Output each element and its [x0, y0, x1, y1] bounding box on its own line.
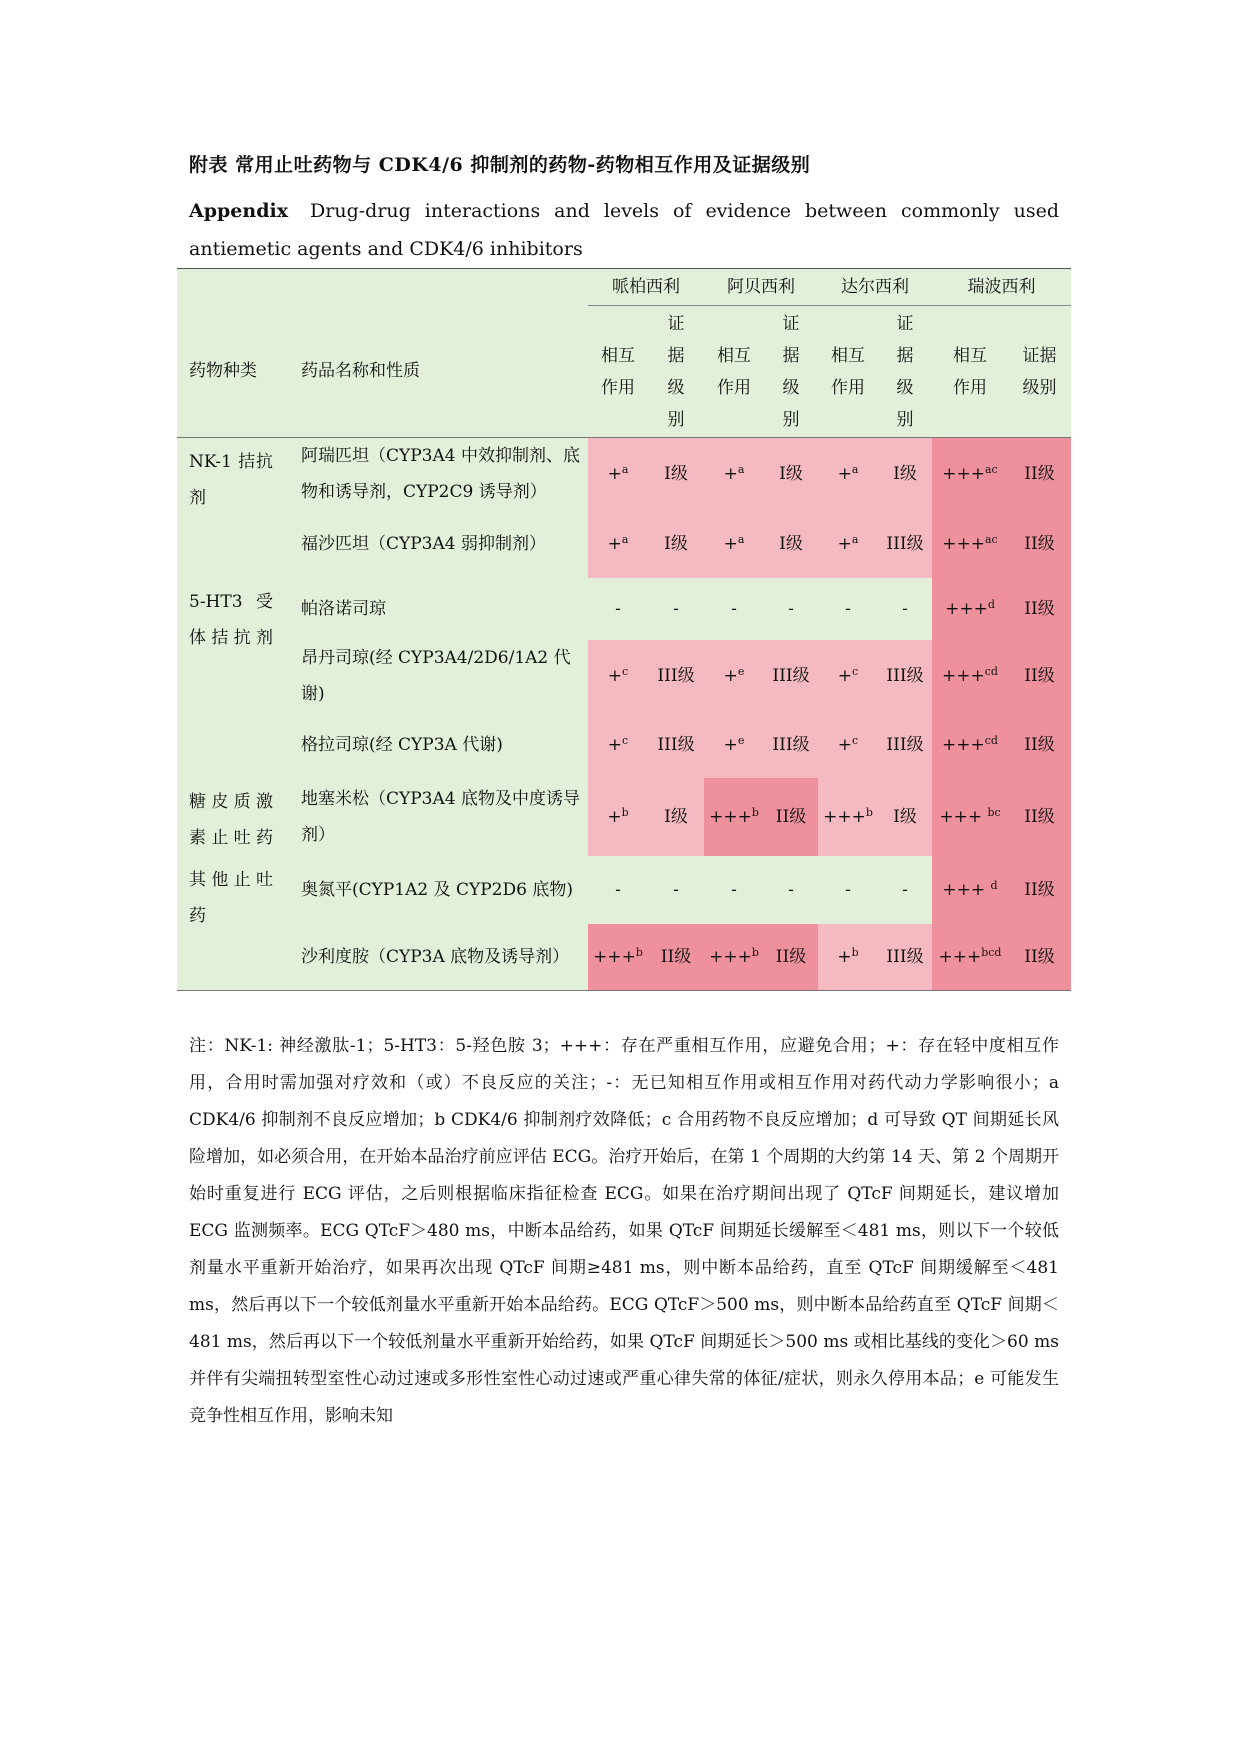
evidence-cell: -: [764, 578, 818, 640]
interaction-symbol: +: [607, 666, 623, 686]
drug-class-cell: 5-HT3 受体拮抗剂: [177, 578, 289, 778]
interaction-symbol: +: [607, 735, 623, 755]
interaction-cell: [932, 640, 1008, 712]
evidence-cell: III级: [764, 712, 818, 778]
evidence-cell: -: [648, 856, 704, 924]
drug-name-cell: 格拉司琼(经 CYP3A 代谢): [289, 712, 588, 778]
interaction-footnote-mark: bcd: [981, 945, 1002, 959]
interaction-footnote-mark: a: [737, 533, 745, 546]
subtitle-text: Drug-drug interactions and levels of evidence between commonly used antiemetic agents and CDK4/6 inhibitors: [189, 200, 1059, 260]
interaction-cell: [588, 712, 648, 778]
interaction-footnote-mark: c: [852, 665, 859, 678]
evidence-cell: I级: [648, 438, 704, 511]
drug-name-cell: 奥氮平(CYP1A2 及 CYP2D6 底物): [289, 856, 588, 924]
interaction-footnote-mark: e: [737, 665, 745, 678]
interaction-symbol: +: [837, 666, 853, 686]
interaction-table: [177, 268, 1071, 991]
interaction-symbol: +: [607, 464, 622, 484]
drug-class-cell: NK-1 拮抗剂: [177, 438, 289, 579]
interaction-symbol: +++: [709, 946, 752, 967]
evidence-cell: I级: [648, 510, 704, 578]
interaction-cell: [588, 510, 648, 578]
interaction-cell: [704, 578, 764, 640]
interaction-cell: [818, 510, 878, 578]
evidence-cell: III级: [878, 510, 932, 578]
interaction-footnote-mark: bc: [987, 806, 1001, 819]
interaction-cell: [818, 712, 878, 778]
interaction-symbol: -: [731, 599, 737, 619]
drug-class-cell: 糖皮质激素止吐药: [177, 778, 289, 856]
interaction-cell: [704, 856, 764, 924]
subheader-interaction: 相互作用: [953, 345, 987, 398]
interaction-symbol: +++: [709, 807, 752, 827]
evidence-cell: III级: [878, 640, 932, 712]
subheader-interaction: 相互作用: [831, 345, 865, 398]
interaction-symbol: +: [837, 946, 852, 967]
interaction-footnote-mark: a: [621, 463, 629, 476]
evidence-cell: II级: [764, 778, 818, 856]
interaction-cell: [932, 924, 1008, 990]
interaction-symbol: +++: [593, 946, 636, 967]
evidence-cell: II级: [764, 924, 818, 990]
interaction-symbol: +++: [942, 464, 985, 484]
interaction-symbol: -: [615, 880, 621, 900]
evidence-cell: II级: [1008, 438, 1071, 511]
evidence-cell: -: [878, 856, 932, 924]
interaction-symbol: +: [607, 807, 622, 827]
evidence-cell: I级: [878, 778, 932, 856]
interaction-cell: [588, 778, 648, 856]
interaction-footnote-mark: b: [865, 806, 873, 819]
evidence-cell: -: [764, 856, 818, 924]
interaction-symbol: +: [723, 534, 738, 554]
interaction-cell: [818, 778, 878, 856]
evidence-cell: III级: [648, 712, 704, 778]
interaction-cell: [932, 578, 1008, 640]
interaction-cell: [932, 778, 1008, 856]
evidence-cell: II级: [1008, 578, 1071, 640]
evidence-cell: II级: [1008, 856, 1071, 924]
col-header-class: 药物种类: [177, 306, 289, 438]
interaction-footnote-mark: a: [737, 463, 745, 476]
interaction-footnote-mark: e: [737, 734, 745, 747]
interaction-cell: [704, 510, 764, 578]
interaction-cell: [588, 924, 648, 990]
interaction-cell: [588, 578, 648, 640]
interaction-footnote-mark: b: [621, 806, 629, 819]
interaction-footnote-mark: ac: [985, 463, 998, 476]
evidence-cell: II级: [648, 924, 704, 990]
drug-name-cell: 地塞米松（CYP3A4 底物及中度诱导剂）: [289, 778, 588, 856]
interaction-cell: [704, 778, 764, 856]
subtitle-lead: Appendix: [189, 200, 289, 222]
interaction-symbol: -: [615, 599, 621, 619]
interaction-footnote-mark: ac: [985, 533, 998, 546]
interaction-cell: [588, 640, 648, 712]
interaction-footnote-mark: d: [990, 879, 998, 892]
subheader-evidence: 证据级别: [896, 313, 914, 430]
evidence-cell: II级: [1008, 510, 1071, 578]
evidence-cell: III级: [764, 640, 818, 712]
interaction-symbol: +++: [942, 534, 985, 554]
interaction-cell: [818, 438, 878, 511]
evidence-cell: III级: [878, 712, 932, 778]
interaction-footnote-mark: a: [851, 463, 859, 476]
subheader-interaction: 相互作用: [717, 345, 751, 398]
subheader-evidence: 证据级别: [1022, 345, 1057, 398]
evidence-cell: III级: [648, 640, 704, 712]
interaction-symbol: +: [837, 735, 853, 755]
drug-name-cell: 福沙匹坦（CYP3A4 弱抑制剂）: [289, 510, 588, 578]
interaction-symbol: +++: [945, 599, 988, 619]
col-header-name: 药品名称和性质: [289, 306, 588, 438]
interaction-symbol: -: [731, 880, 737, 900]
interaction-cell: [818, 640, 878, 712]
interaction-footnote-mark: c: [622, 734, 629, 747]
evidence-cell: II级: [1008, 712, 1071, 778]
drug-header-abemaciclib: 阿贝西利: [704, 269, 818, 306]
interaction-footnote-mark: cd: [984, 665, 998, 678]
interaction-symbol: +: [723, 464, 738, 484]
interaction-symbol: -: [845, 599, 851, 619]
interaction-cell: [588, 856, 648, 924]
evidence-cell: -: [648, 578, 704, 640]
interaction-cell: [932, 856, 1008, 924]
drug-name-cell: 帕洛诺司琼: [289, 578, 588, 640]
interaction-footnote-mark: b: [851, 945, 859, 959]
drug-name-cell: 沙利度胺（CYP3A 底物及诱导剂）: [289, 924, 588, 990]
evidence-cell: -: [878, 578, 932, 640]
evidence-cell: III级: [878, 924, 932, 990]
interaction-symbol: +++: [939, 807, 988, 827]
interaction-footnote-mark: b: [751, 806, 759, 819]
interaction-footnote-mark: a: [621, 533, 629, 546]
evidence-cell: I级: [878, 438, 932, 511]
interaction-cell: [932, 712, 1008, 778]
subheader-interaction: 相互作用: [601, 345, 635, 398]
interaction-symbol: +: [723, 735, 738, 755]
interaction-symbol: -: [845, 880, 851, 900]
interaction-cell: [704, 924, 764, 990]
interaction-symbol: +++: [942, 880, 991, 900]
drug-name-cell: 昂丹司琼(经 CYP3A4/2D6/1A2 代谢): [289, 640, 588, 712]
interaction-symbol: +++: [942, 735, 985, 755]
interaction-footnote-mark: c: [622, 665, 629, 678]
interaction-cell: [818, 924, 878, 990]
interaction-symbol: +++: [823, 807, 866, 827]
interaction-symbol: +: [837, 464, 852, 484]
subheader-evidence: 证据级别: [782, 313, 800, 430]
interaction-symbol: +: [607, 534, 622, 554]
interaction-footnote-mark: c: [852, 734, 859, 747]
subtitle: [189, 192, 1059, 268]
interaction-footnote-mark: b: [751, 945, 759, 959]
drug-class-cell: 其他止吐药: [177, 856, 289, 990]
interaction-cell: [932, 438, 1008, 511]
interaction-cell: [588, 438, 648, 511]
evidence-cell: I级: [648, 778, 704, 856]
interaction-cell: [818, 856, 878, 924]
drug-name-cell: 阿瑞匹坦（CYP3A4 中效抑制剂、底物和诱导剂，CYP2C9 诱导剂）: [289, 438, 588, 511]
interaction-symbol: +: [723, 666, 738, 686]
evidence-cell: I级: [764, 438, 818, 511]
interaction-symbol: +: [837, 534, 852, 554]
interaction-symbol: +++: [942, 666, 985, 686]
evidence-cell: I级: [764, 510, 818, 578]
interaction-cell: [704, 640, 764, 712]
evidence-cell: II级: [1008, 640, 1071, 712]
drug-header-ribociclib: 瑞波西利: [932, 269, 1071, 306]
subheader-evidence: 证据级别: [667, 313, 685, 430]
interaction-cell: [704, 712, 764, 778]
interaction-cell: [704, 438, 764, 511]
footnote: 注：NK-1: 神经激肽-1；5-HT3：5-羟色胺 3；+++：存在严重相互作用，应避免合用；+：存在轻中度相互作用，合用时需加强对疗效和（或）不良反应的关注；-：无已知相互作用或相互作用对药代动力学影响很小；a CDK4/6 抑制剂不良反应增加；b CDK4/6 抑制剂疗效降低；c 合用药物不良反应增加；d 可导致 QT 间期延长风险增加，如必须合用，在开始本品治疗前应评估 ECG。治疗开始后，在第 1 个周期的大约第 14 天、第 2 个周期开始时重复进行 ECG 评估，之后则根据临床指征检查 ECG。如果在治疗期间出现了 QTcF 间期延长，建议增加 ECG 监测频率。ECG QTcF＞480 ms，中断本品给药，如果 QTcF 间期延长缓解至＜481 ms，则以下一个较低剂量水平重新开始治疗，如果再次出现 QTcF 间期≥481 ms，则中断本品给药，直至 QTcF 间期缓解至＜481 ms，然后再以下一个较低剂量水平重新开始本品给药。ECG QTcF＞500 ms，则中断本品给药直至 QTcF 间期＜481 ms，然后再以下一个较低剂量水平重新开始给药，如果 QTcF 间期延长＞500 ms 或相比基线的变化＞60 ms 并伴有尖端扭转型室性心动过速或多形性室性心动过速或严重心律失常的体征/症状，则永久停用本品；e 可能发生竞争性相互作用，影响未知: [189, 1036, 1059, 1426]
evidence-cell: II级: [1008, 924, 1071, 990]
page-title: 附表 常用止吐药物与 CDK4/6 抑制剂的药物-药物相互作用及证据级别: [189, 154, 811, 176]
interaction-cell: [818, 578, 878, 640]
interaction-footnote-mark: b: [635, 945, 643, 959]
interaction-footnote-mark: a: [851, 533, 859, 546]
interaction-symbol: +++: [938, 946, 982, 967]
drug-header-dalpiciclib: 达尔西利: [818, 269, 932, 306]
interaction-cell: [932, 510, 1008, 578]
evidence-cell: II级: [1008, 778, 1071, 856]
interaction-footnote-mark: cd: [984, 734, 998, 747]
interaction-footnote-mark: d: [987, 598, 995, 611]
drug-header-palbociclib: 哌柏西利: [588, 269, 704, 306]
